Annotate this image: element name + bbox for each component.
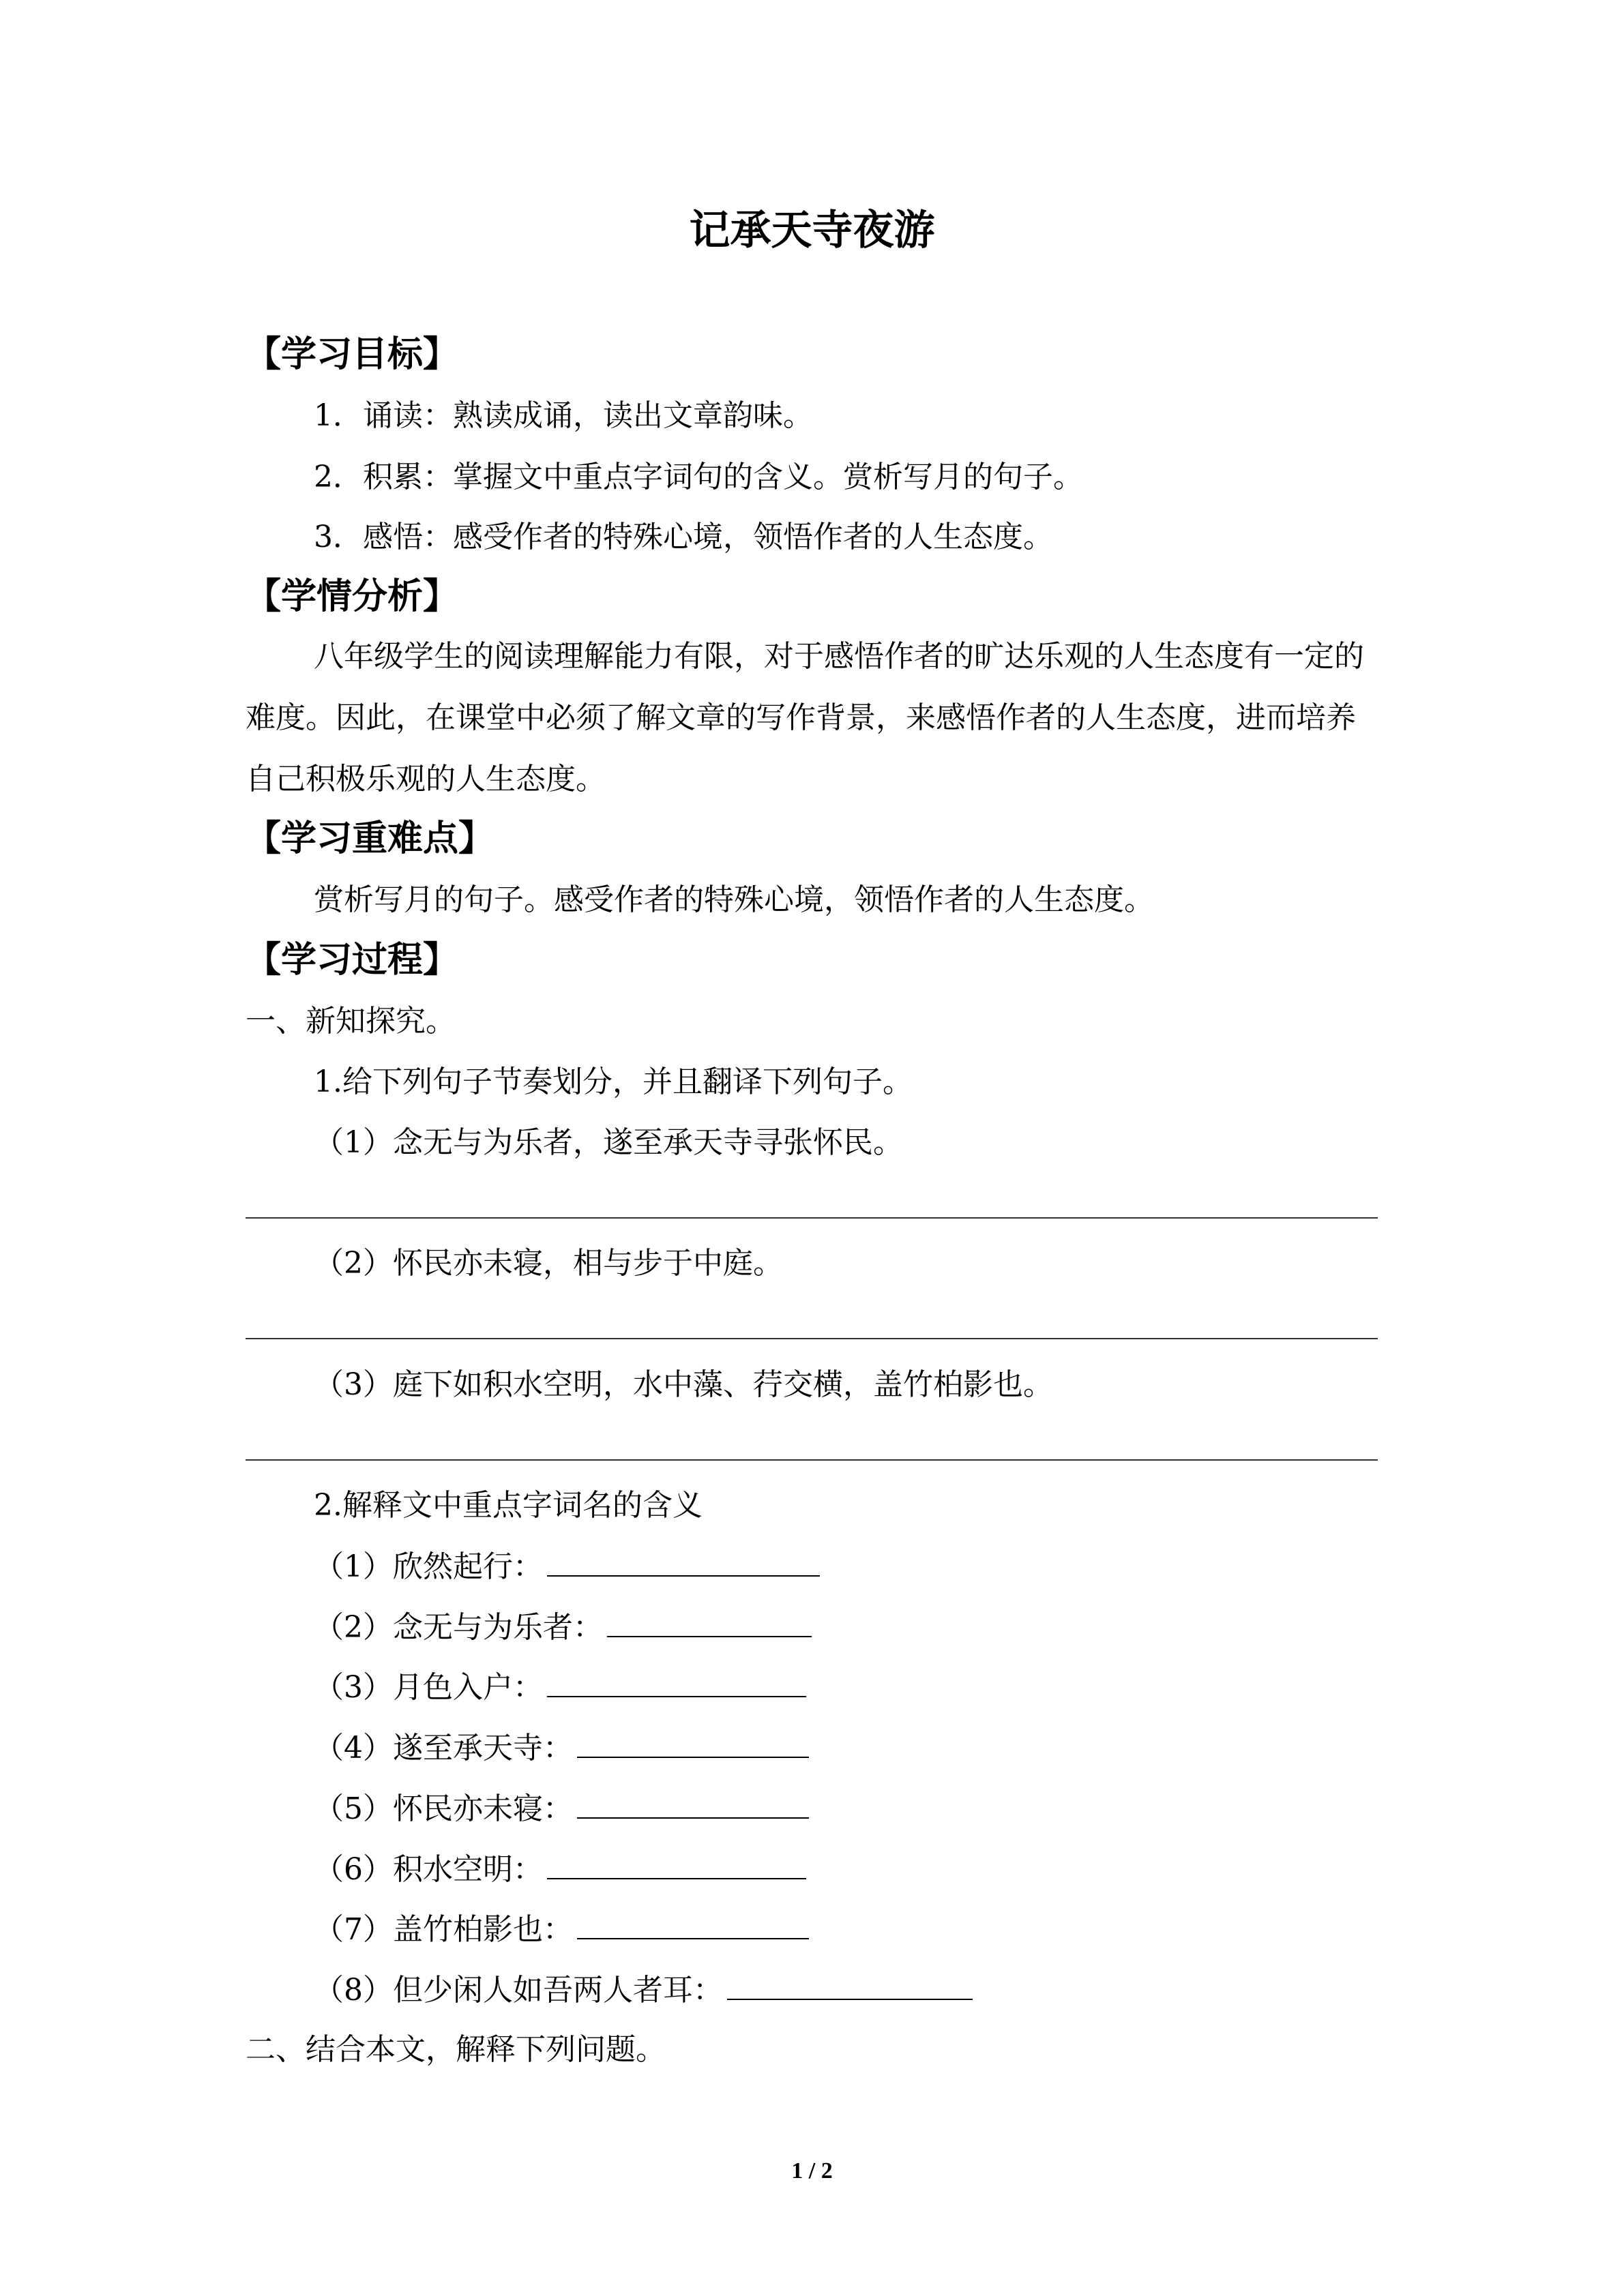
translation-sentence: （3）庭下如积水空明，水中藻、荇交横，盖竹柏影也。: [314, 1367, 1053, 1402]
vocab-item: [314, 1727, 809, 1769]
question-one-prompt: 1.给下列句子节奏划分，并且翻译下列句子。: [314, 1064, 913, 1099]
fill-blank[interactable]: [547, 1666, 806, 1697]
part-two-title: 二、结合本文，解释下列问题。: [246, 2032, 666, 2067]
vocab-item: [314, 1545, 820, 1587]
page-title: 记承天寺夜游: [689, 207, 935, 254]
vocab-item-label: （5）怀民亦未寝：: [314, 1791, 573, 1826]
vocab-item-label: （3）月色入户：: [314, 1670, 543, 1705]
translation-sentence: （1）念无与为乐者，遂至承天寺寻张怀民。: [314, 1125, 903, 1160]
goal-item: 1．诵读：熟读成诵，读出文章韵味。: [314, 398, 813, 433]
answer-line[interactable]: [246, 1338, 1378, 1339]
vocab-item-label: （6）积水空明：: [314, 1852, 543, 1887]
section-heading-key-points: 【学习重难点】: [246, 818, 494, 859]
fill-blank[interactable]: [547, 1848, 806, 1879]
answer-line[interactable]: [246, 1217, 1378, 1219]
section-heading-goals: 【学习目标】: [246, 334, 459, 375]
fill-blank[interactable]: [547, 1545, 820, 1577]
vocab-item: [314, 1969, 973, 2011]
goal-item: 3．感悟：感受作者的特殊心境，领悟作者的人生态度。: [314, 520, 1053, 554]
vocab-item-label: （2）念无与为乐者：: [314, 1610, 603, 1645]
fill-blank[interactable]: [607, 1606, 812, 1637]
vocab-item: [314, 1606, 812, 1648]
section-heading-analysis: 【学情分析】: [246, 576, 459, 617]
part-one-title: 一、新知探究。: [246, 1004, 456, 1039]
vocab-item-label: （4）遂至承天寺：: [314, 1731, 573, 1765]
section-heading-process: 【学习过程】: [246, 940, 459, 981]
fill-blank[interactable]: [577, 1787, 809, 1819]
vocab-item: [314, 1787, 809, 1830]
answer-line[interactable]: [246, 1459, 1378, 1461]
analysis-paragraph: 八年级学生的阅读理解能力有限，对于感悟作者的旷达乐观的人生态度有一定的难度。因此，在课堂中必须了解文章的写作背景，来感悟作者的人生态度，进而培养自己积极乐观的人生态度。: [246, 639, 1364, 796]
vocab-item: [314, 1848, 806, 1890]
vocab-item: [314, 1908, 809, 1950]
key-points-text: 赏析写月的句子。感受作者的特殊心境，领悟作者的人生态度。: [314, 882, 1154, 917]
vocab-item: [314, 1666, 806, 1708]
vocab-item-label: （1）欣然起行：: [314, 1549, 543, 1584]
goal-item: 2．积累：掌握文中重点字词句的含义。赏析写月的句子。: [314, 460, 1083, 494]
vocab-item-label: （8）但少闲人如吾两人者耳：: [314, 1973, 723, 2008]
page-number: 1 / 2: [791, 2158, 833, 2183]
translation-sentence: （2）怀民亦未寝，相与步于中庭。: [314, 1246, 783, 1281]
question-two-prompt: 2.解释文中重点字词名的含义: [314, 1488, 703, 1523]
vocab-item-label: （7）盖竹柏影也：: [314, 1912, 573, 1947]
fill-blank[interactable]: [727, 1969, 973, 2000]
fill-blank[interactable]: [577, 1727, 809, 1758]
fill-blank[interactable]: [577, 1908, 809, 1939]
